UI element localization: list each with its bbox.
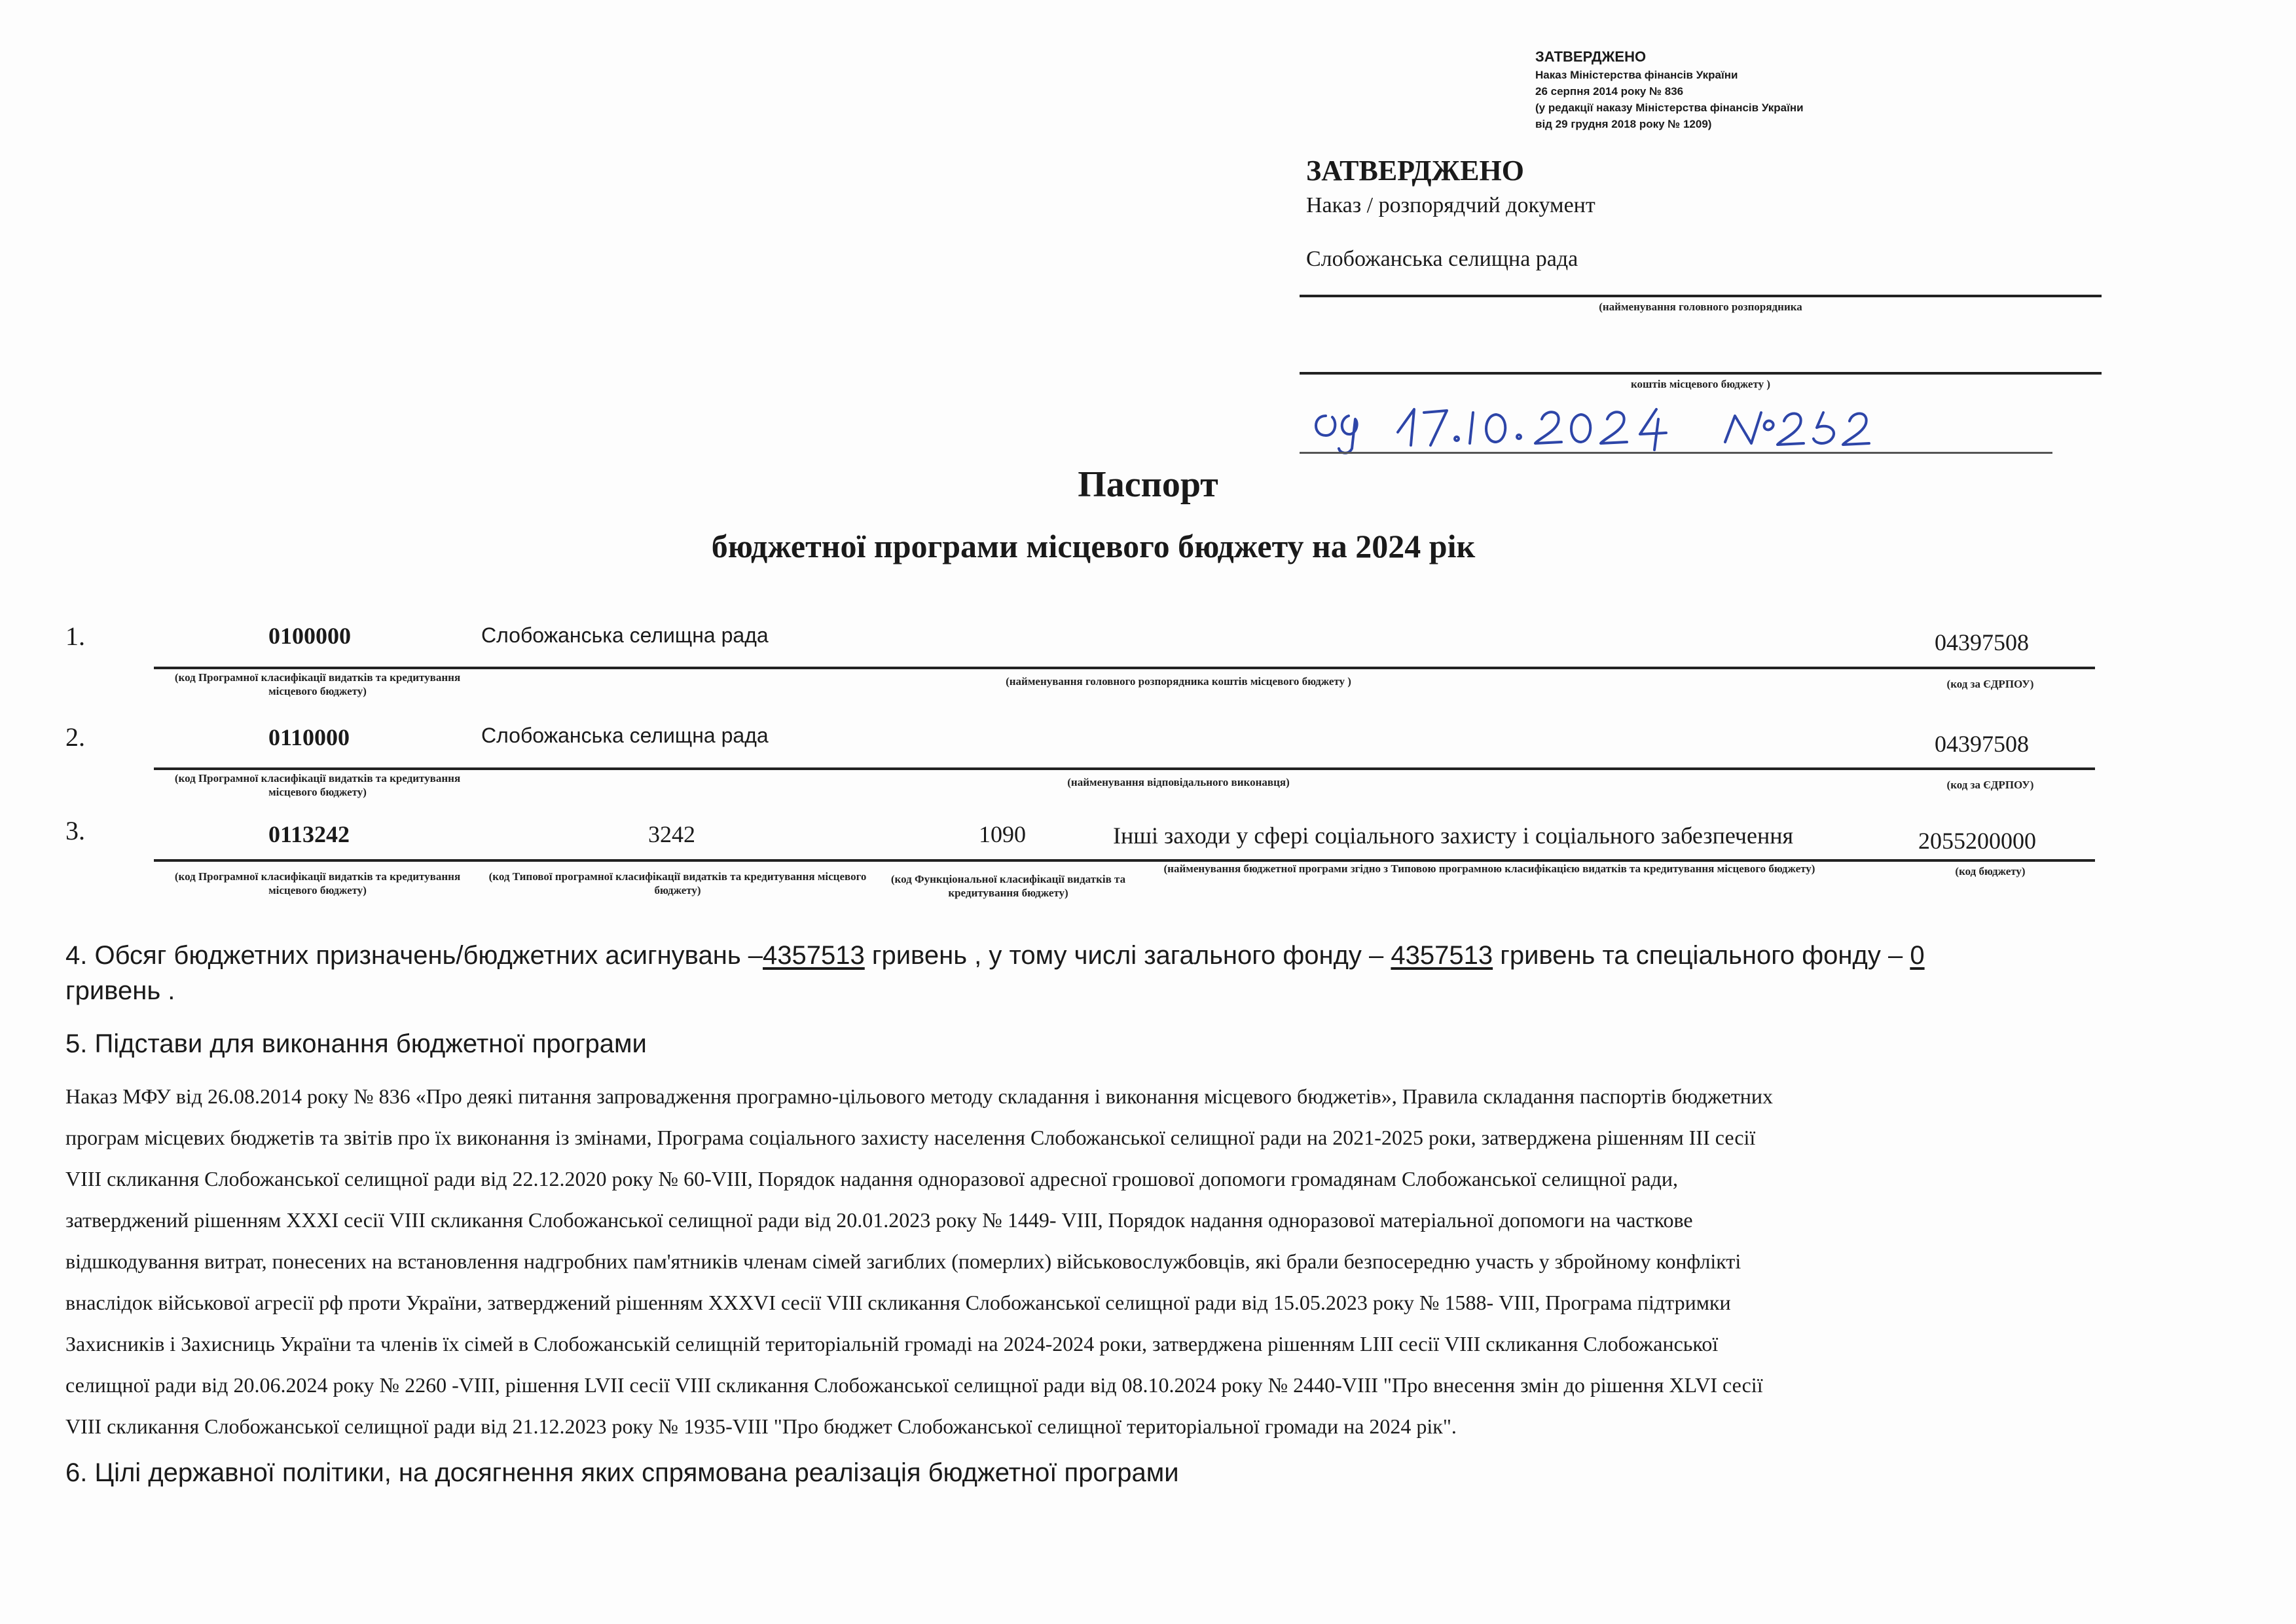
section-4-special-fund: 0 [1910,941,1925,970]
row-1-line [154,667,2095,669]
row-1-caption-edrpou: (код за ЄДРПОУ) [1946,678,2034,690]
section-4-budget-volume [65,938,2102,1008]
approval-blank-line [1300,372,2102,375]
row-2-number: 2. [65,722,85,752]
signature-line [1300,452,2052,454]
approval-doc-label: Наказ / розпорядчий документ [1306,193,1595,217]
approval-block [1306,153,2111,271]
row-3-caption-typical: (код Типової програмної класифікації видатків та кредитування місцевого бюджету) [488,870,867,896]
row-2-caption-edrpou: (код за ЄДРПОУ) [1946,779,2034,791]
section-5-line: програм місцевих бюджетів та звітів про їх виконання із змінами, Програма соціального захисту населення Слобожанської селищної ради на 2021-2025 роки, затверджена рішенням ІІІ сесії [65,1126,1756,1149]
row-1-caption-code: (код Програмної класифікації видатків та кредитування місцевого бюджету) [174,671,461,697]
handwritten-date-signature [1300,396,2052,458]
approval-org-line [1300,295,2102,297]
section-5-heading: 5. Підстави для виконання бюджетної програми [65,1029,647,1058]
row-2-edrpou: 04397508 [1935,731,2029,757]
official-approval-block [1535,47,2007,132]
row-3-code: 0113242 [268,821,350,847]
approval-caption-2: коштів місцевого бюджету ) [1630,378,1771,390]
section-5-line: Наказ МФУ від 26.08.2014 року № 836 «Про деякі питання запровадження програмно-цільового методу складання і виконання місцевого бюджетів», Правила складання паспортів бюджетних [65,1084,1774,1108]
row-2-caption-code: (код Програмної класифікації видатків та кредитування місцевого бюджету) [174,772,461,798]
section-5-line: селищної ради від 20.06.2024 року № 2260 -VIII, рішення LVII сесії VIII скликання Слобожанської селищної ради від 08.10.2024 року № 2440-VIII "Про внесення змін до рішення XLVI сесії [65,1373,1763,1397]
row-1-name: Слобожанська селищна рада [481,623,769,647]
section-5-basis-text [65,1076,2115,1447]
section-4-text: гривень . [65,976,175,1005]
row-3-caption-code: (код Програмної класифікації видатків та кредитування місцевого бюджету) [174,870,461,896]
section-4-text: гривень , у тому числі загального фонду – [864,941,1391,970]
section-4-text: гривень та спеціального фонду – [1493,941,1910,970]
row-2-code: 0110000 [268,724,350,750]
row-1-caption-name: (найменування головного розпорядника коштів місцевого бюджету ) [1006,675,1351,688]
row-3-program-name: Інші заходи у сфері соціального захисту і соціального забезпечення [1113,822,1794,849]
row-3-caption-functional: (код Функціональної класифікації видатків та кредитування бюджету) [890,873,1126,899]
row-1-code: 0100000 [268,623,351,649]
row-2-line [154,767,2095,770]
section-5-line: затверджений рішенням XXXI сесії VIII скликання Слобожанської селищної ради від 20.01.2023 року № 1449- VIII, Порядок надання одноразової матеріальної допомоги на часткове [65,1208,1693,1232]
section-4-general-fund: 4357513 [1391,941,1493,970]
row-3-functional-code: 1090 [979,821,1026,847]
section-5-line: Захисників і Захисниць України та членів їх сімей в Слобожанській селищній територіальній громаді на 2024-2024 роки, затверджена рішенням LIII сесії VIII скликання Слобожанської [65,1332,1719,1356]
approval-organization: Слобожанська селищна рада [1306,247,1578,271]
row-3-caption-name: (найменування бюджетної програми згідно з Типовою програмною класифікацією видатків та кредитування місцевого бюджету) [1163,862,1815,875]
section-4-total: 4357513 [763,941,865,970]
section-5-line: VIII скликання Слобожанської селищної ради від 22.12.2020 року № 60-VIII, Порядок надання одноразової адресної грошової допомоги громадянам Слобожанської селищної ради, [65,1167,1679,1190]
section-6-heading: 6. Цілі державної політики, на досягнення яких спрямована реалізація бюджетної програми [65,1458,1179,1487]
section-5-line: внаслідок військової агресії рф проти України, затверджений рішенням XXXVI сесії VIII скликання Слобожанської селищної ради від 15.05.2023 року № 1588- VIII, Програма підтримки [65,1291,1731,1314]
section-4-text: 4. Обсяг бюджетних призначень/бюджетних асигнувань – [65,941,763,970]
official-approval-line: від 29 грудня 2018 року № 1209) [1535,118,1712,130]
row-2-caption-name: (найменування відповідального виконавця) [1067,776,1290,788]
row-1-number: 1. [65,621,85,651]
row-3-budget-code: 2055200000 [1918,828,2036,854]
official-approval-line: Наказ Міністерства фінансів України [1535,69,1738,81]
document-title: Паспорт [1078,464,1218,505]
row-3-number: 3. [65,816,85,845]
section-5-line: VIII скликання Слобожанської селищної ради від 21.12.2023 року № 1935-VIII "Про бюджет Слобожанської селищної територіальної громади на 2024 рік". [65,1414,1457,1438]
section-5-line: відшкодування витрат, понесених на встановлення надгробних пам'ятників членам сімей загиблих (померлих) військовослужбовців, які брали безпосередню участь у збройному конфлікті [65,1249,1741,1273]
row-1-edrpou: 04397508 [1935,629,2029,655]
row-3-typical-code: 3242 [648,821,695,847]
approval-caption-1: (найменування головного розпорядника [1599,301,1802,313]
approval-heading: ЗАТВЕРДЖЕНО [1306,155,1524,187]
official-approval-line: 26 серпня 2014 року № 836 [1535,85,1684,98]
document-subtitle: бюджетної програми місцевого бюджету на 2024 рік [711,528,1476,564]
row-2-name: Слобожанська селищна рада [481,724,769,747]
official-approval-heading: ЗАТВЕРДЖЕНО [1535,48,1647,65]
row-3-caption-budget: (код бюджету) [1955,865,2026,877]
official-approval-line: (у редакції наказу Міністерства фінансів України [1535,101,1804,114]
